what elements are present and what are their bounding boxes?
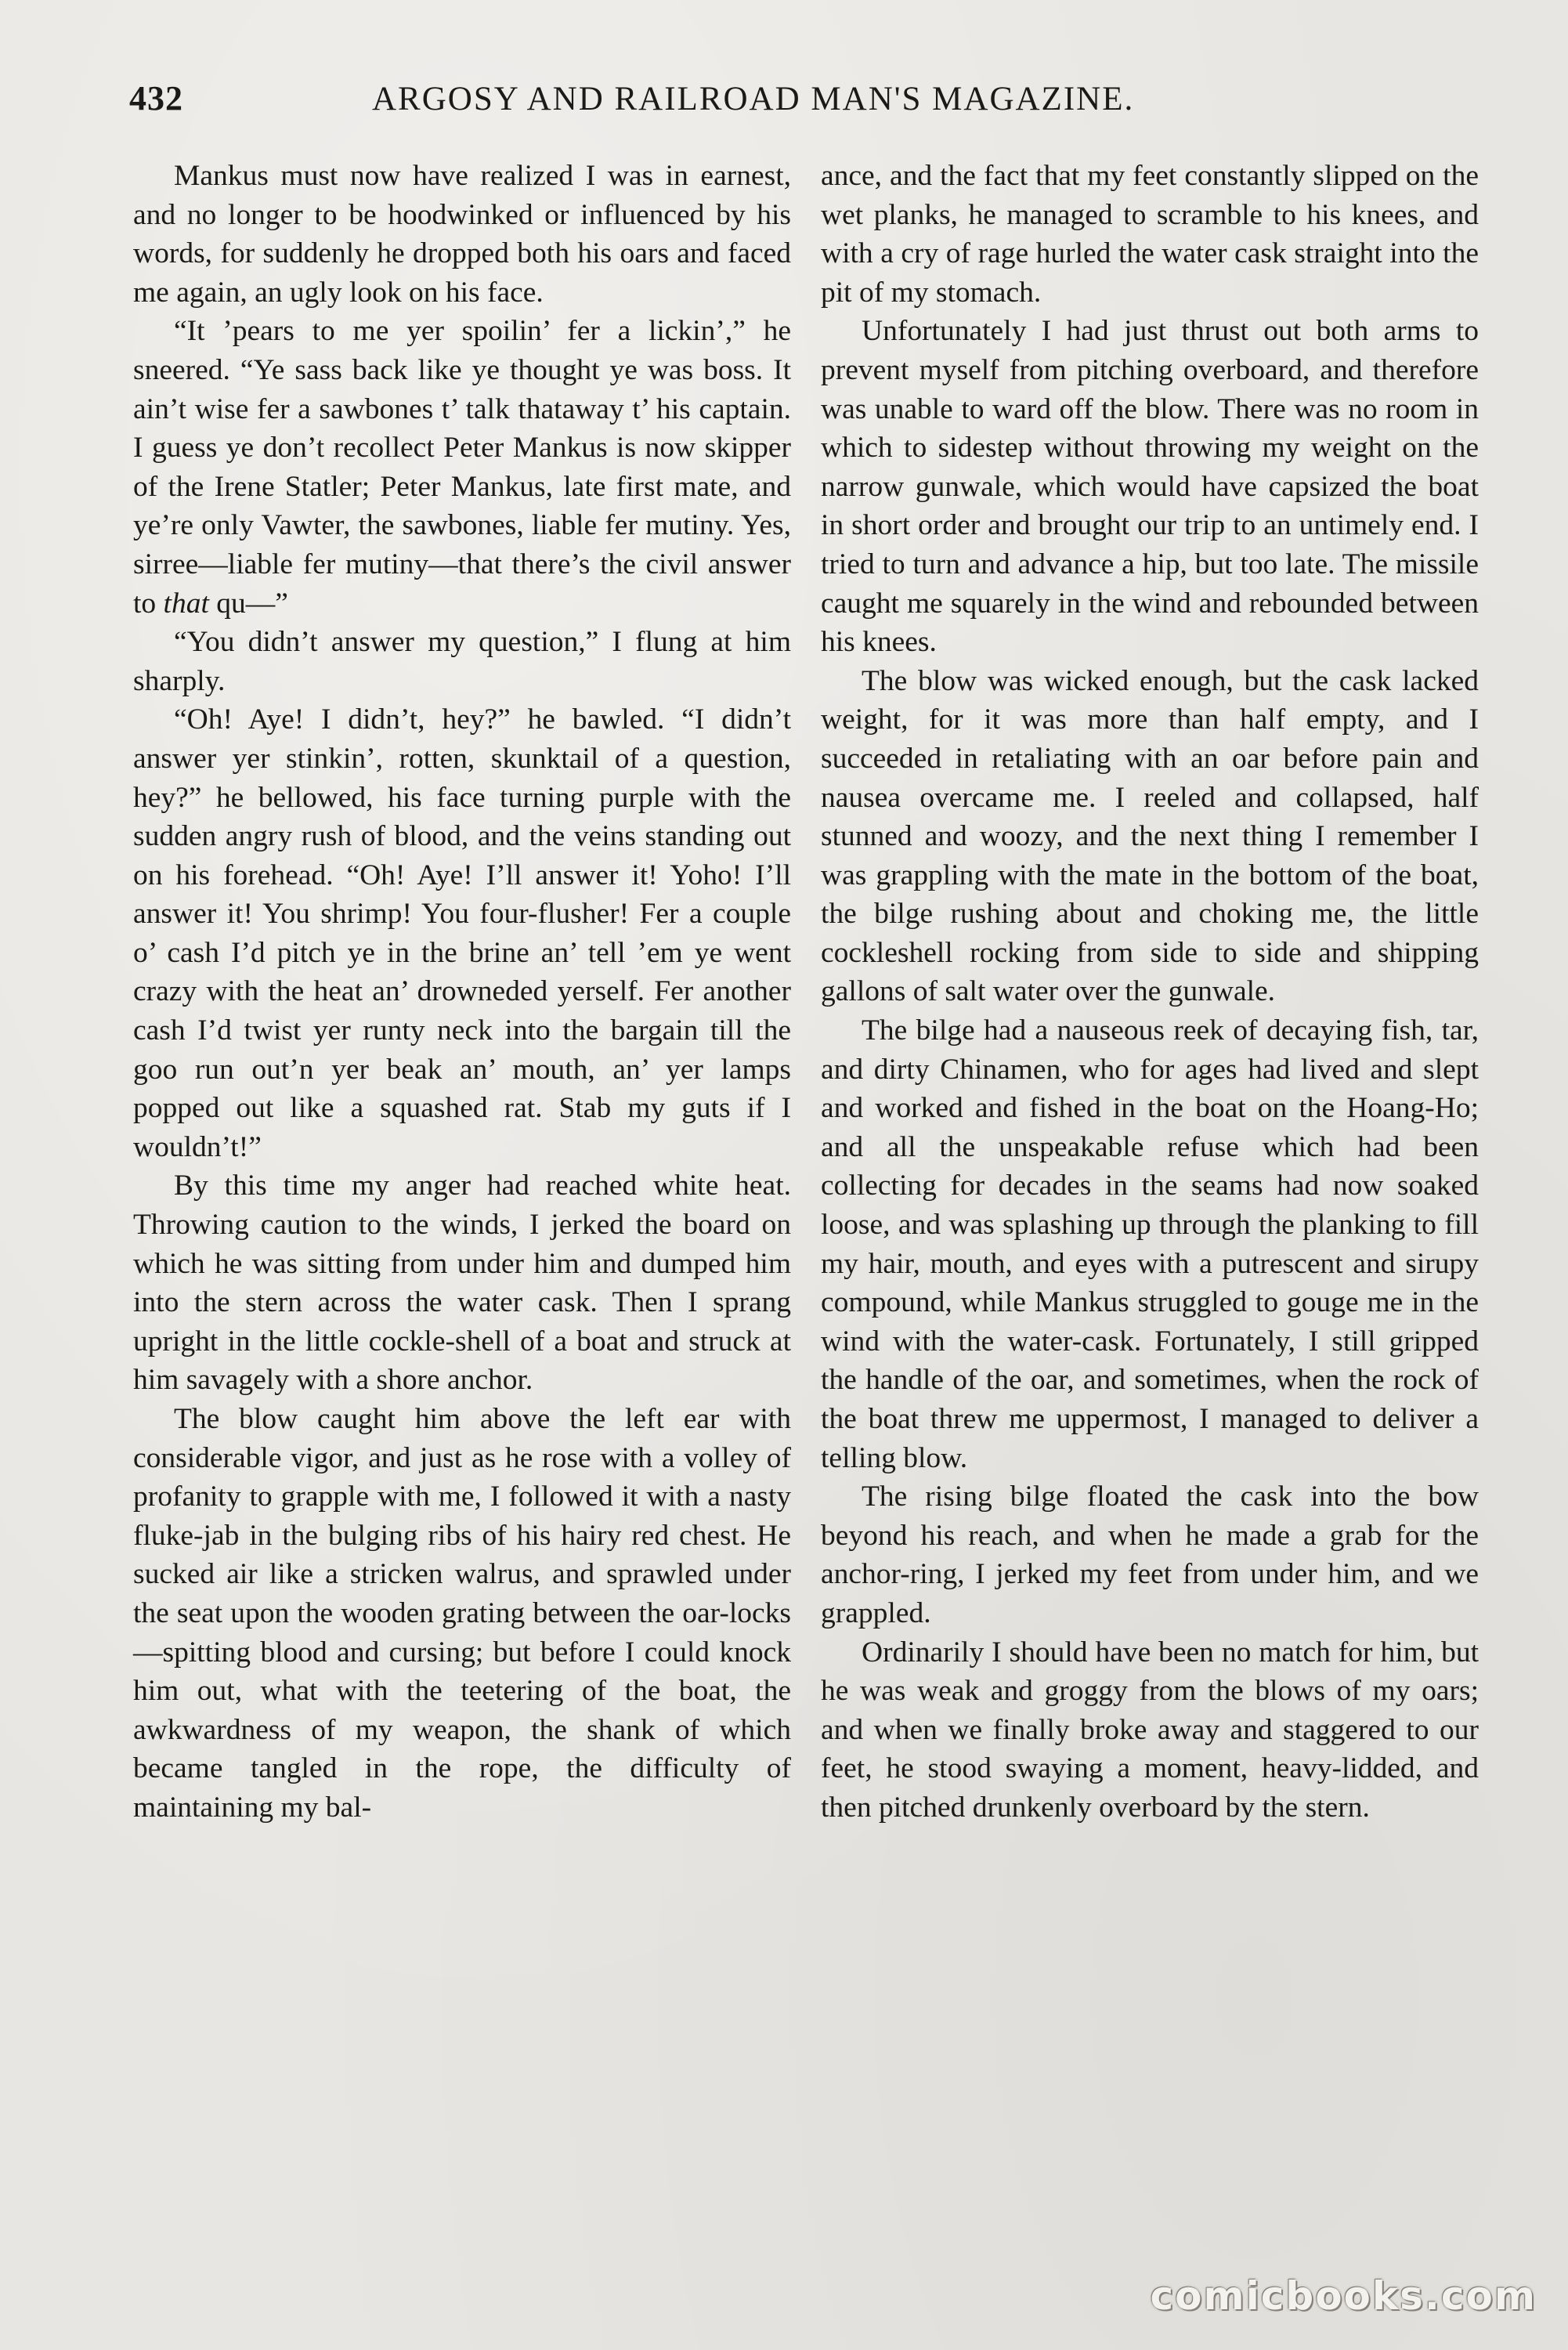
paragraph: The blow caught him above the left ear with considerable vigor, and just as he rose with a volley of profanity to grapple with me, I followed it with a nasty fluke-jab in the bulging ribs of his hairy red chest. He sucked air like a stricken walrus, and sprawled under the seat upon the wooden grating between the oar-locks—spitting blood and cursing; but before I could knock him out, what with the teetering of the boat, the awkwardness of my weapon, the shank of which became tangled in the rope, the difficulty of maintaining my bal- (133, 1403, 791, 1824)
paragraph: The blow was wicked enough, but the cask lacked weight, for it was more than half empty, and I succeeded in retaliating with an oar before pain and nausea overcame me. I reeled and collapsed, half stunned and woozy, and the next thing I remember I was grappling with the mate in the bottom of the boat, the bilge rushing about and choking me, the little cockleshell rocking from side to side and shipping gallons of salt water over the gunwale. (821, 664, 1479, 1008)
right-column (821, 157, 1479, 1828)
paragraph: The bilge had a nauseous reek of decaying fish, tar, and dirty Chinamen, who for ages had lived and slept and worked and fished in the boat on the Hoang-Ho; and all the unspeakable refuse which had been collecting for decades in the seams had now soaked loose, and was splashing up through the planking to fill my hair, mouth, and eyes with a putrescent and sirupy compound, while Mankus struggled to gouge me in the wind with the water-cask. Fortunately, I still gripped the handle of the oar, and sometimes, when the rock of the boat threw me uppermost, I managed to deliver a telling blow. (821, 1014, 1479, 1474)
paragraph: Ordinarily I should have been no match for him, but he was weak and groggy from the blows of my oars; and when we finally broke away and staggered to our feet, he stood swaying a moment, heavy-lidded, and then pitched drunkenly overboard by the stern. (821, 1636, 1479, 1824)
watermark-logo: comicbooks.com (1150, 2273, 1537, 2319)
page-number: 432 (129, 79, 183, 118)
paragraph: “You didn’t answer my question,” I flung at him sharply. (133, 626, 791, 697)
running-title: ARGOSY AND RAILROAD MAN'S MAGAZINE. (372, 81, 1135, 118)
left-column (133, 157, 791, 1828)
paragraph: “Oh! Aye! I didn’t, hey?” he bawled. “I didn’t answer yer stinkin’, rotten, skunktail of a question, hey?” he bellowed, his face turning purple with the sudden angry rush of blood, and the veins standing out on his forehead. “Oh! Aye! I’ll answer it! Yoho! I’ll answer it! You shrimp! You four-flusher! Fer a couple o’ cash I’d pitch ye in the brine an’ tell ’em ye went crazy with the heat an’ drowneded yerself. Fer another cash I’d twist yer runty neck into the bargain till the goo run out’n yer beak an’ mouth, an’ yer lamps popped out like a squashed rat. Stab my guts if I wouldn’t!” (133, 703, 791, 1163)
paragraph: Mankus must now have realized I was in earnest, and no longer to be hoodwinked or influenced by his words, for suddenly he dropped both his oars and faced me again, an ugly look on his face. (133, 160, 791, 309)
paragraph: The rising bilge floated the cask into the bow beyond his reach, and when he made a grab for the anchor-ring, I jerked my feet from under him, and we grappled. (821, 1480, 1479, 1629)
paragraph-text: qu—” (208, 587, 288, 620)
emphasis-text: that (163, 587, 209, 620)
paragraph: Unfortunately I had just thrust out both arms to prevent myself from pitching overboard, and therefore was unable to ward off the blow. There was no room in which to sidestep without throwing my weight on the narrow gunwale, which would have capsized the boat in short order and brought our trip to an untimely end. I tried to turn and advance a hip, but too late. The missile caught me squarely in the wind and rebounded between his knees. (821, 315, 1479, 659)
page-header (129, 78, 1469, 125)
paragraph: By this time my anger had reached white heat. Throwing caution to the winds, I jerked the board on which he was sitting from under him and dumped him into the stern across the water cask. Then I sprang upright in the little cockle-shell of a boat and struck at him savagely with a shore anchor. (133, 1170, 791, 1397)
paragraph: ance, and the fact that my feet constantly slipped on the wet planks, he managed to scramble to his knees, and with a cry of rage hurled the water cask straight into the pit of my stomach. (821, 160, 1479, 309)
paragraph (133, 312, 791, 623)
paragraph-text: “It ’pears to me yer spoilin’ fer a lickin’,” he sneered. “Ye sass back like ye thought ye was boss. It ain’t wise fer a sawbones t’ talk thataway t’ his captain. I guess ye don’t recollect Peter Mankus is now skipper of the Irene Statler; Peter Mankus, late first mate, and ye’re only Vawter, the sawbones, liable fer mutiny. Yes, sirree—liable fer mutiny—that there’s the civil answer to (133, 315, 791, 620)
